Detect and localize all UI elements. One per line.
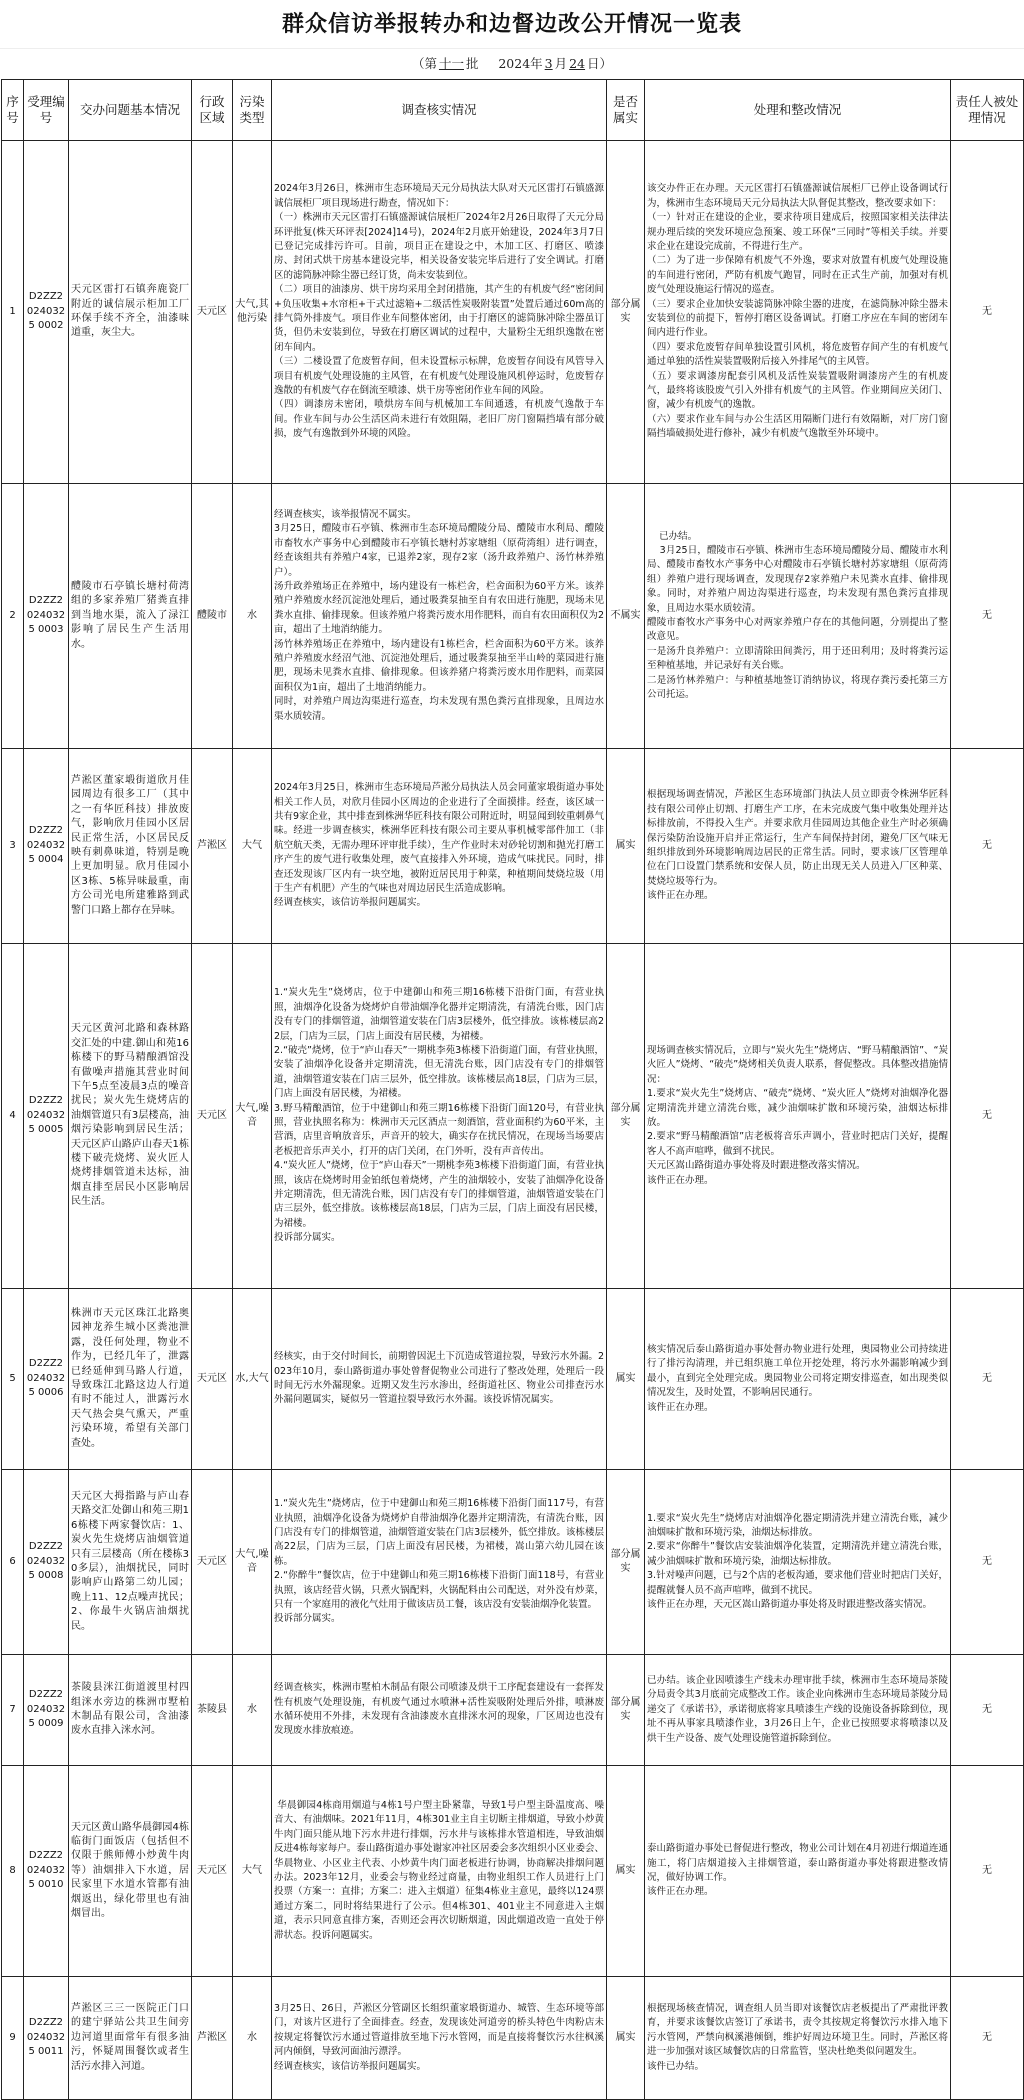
table-header-row bbox=[2, 80, 1024, 141]
batch-subtitle bbox=[0, 48, 1024, 79]
header-verified: 是否属实 bbox=[607, 80, 645, 141]
cell-pollution: 大气 bbox=[233, 1766, 272, 1977]
page-title: 群众信访举报转办和边督边改公开情况一览表 bbox=[0, 0, 1024, 48]
header-pollution: 污染类型 bbox=[233, 80, 272, 141]
cell-handling: 该交办件正在办理。天元区雷打石镇盛源诚信展柜厂已停止设备调试行为，株洲市生态环境局天元分局执法大队督促其整改，整改要求如下： （一）针对正在建设的企业，要求待项目建成后，按照国家相关法律法规办理后续的突发环境应急预案、竣工环保“三同时”等相关手续。并要求企业在建设完成前，不得进行生产。 （二）为了进一步保障有机废气不外逸，要求对放置有机废气处理设施的车间进行密闭，严防有机废气跑冒，同时在正式生产前，加强对有机废气处理设施运行情况的巡查。 （三）要求企业加快安装滤筒脉冲除尘器的进度，在滤筒脉冲除尘器未安装到位的前提下，暂停打磨区设备调试。打磨工序应在车间的密闭车间内进行作业。 （四）要求危废暂存间单独设置引风机，将危废暂存间产生的有机废气通过单独的活性炭装置吸附后接入外排尾气的主风管。 （五）要求调漆房配套引风机及活性炭装置吸附调漆房产生的有机废气，最终将该股废气引入外排有机废气的主风管。作业期间应关闭门、窗，减少有机废气的逸散。 （六）要求作业车间与办公生活区用隔断门进行有效隔断，对厂房门窗隔挡墙破损处进行修补，减少有机废气逸散至外环境中。 bbox=[645, 141, 951, 484]
cell-issue: 天元区黄河北路和森林路交汇处的中建.御山和苑16栋楼下的野马精酿酒馆没有做噪声措施其营业时间下午5点至凌晨3点的噪音扰民；炭火先生烧烤店的油烟管道只有3层楼高，油烟污染影响到居民生活；天元区庐山路庐山春天1栋楼下破壳烧烤、炭火匠人烧烤排烟管道未达标，油烟直排至居民小区影响居民生活。 bbox=[69, 944, 192, 1289]
header-issue: 交办问题基本情况 bbox=[69, 80, 192, 141]
cell-code: D2ZZ20240325 0004 bbox=[24, 749, 69, 944]
cell-verified: 属实 bbox=[607, 1289, 645, 1470]
cell-region: 天元区 bbox=[192, 944, 233, 1289]
cell-investigation: 经核实，由于交付时间长，前期曾因泥土下沉造成管道拉裂，导致污水外漏。2023年10月，泰山路街道办事处曾督促物业公司进行了整改处理，处理后一段时间无污水外漏现象。近期又发生污水渗出，经街道社区、物业公司排查污水外漏问题属实，疑似另一管道拉裂导致污水外漏。该投诉情况属实。 bbox=[272, 1289, 607, 1470]
cell-handling: 根据现场核查情况，调查组人员当即对该餐饮店老板提出了严肃批评教育，并要求该餐饮店签订了承诺书，责令其按规定将餐饮污水排入地下污水管网，严禁向枫溪港倾倒，维护好周边环境卫生。同时，芦淞区将进一步加强对该区域餐饮店的日常监管，坚决杜绝类似问题发生。 该件已办结。 bbox=[645, 1977, 951, 2100]
cell-region: 天元区 bbox=[192, 1470, 233, 1655]
cell-responsible: 无 bbox=[951, 1655, 1024, 1766]
subtitle-batch-number: 十一 bbox=[438, 56, 464, 71]
cell-handling: 核实情况后泰山路街道办事处督办物业进行处理，奥园物业公司持续进行了排污沟清理，并已组织施工单位开挖处理，将污水外漏影响减少到最小，直到完全处理完成。奥园物业公司将定期安排巡查，如出现类似情况发生，及时处置，不影响居民通行。 该件正在办理。 bbox=[645, 1289, 951, 1470]
cell-serial: 3 bbox=[2, 749, 24, 944]
subtitle-year: 2024年 bbox=[498, 56, 543, 71]
cell-issue: 天元区雷打石镇奔鹿瓷厂附近的诚信展示柜加工厂环保手续不齐全，油漆味道重，灰尘大。 bbox=[69, 141, 192, 484]
cell-verified: 属实 bbox=[607, 1977, 645, 2100]
cell-verified: 不属实 bbox=[607, 484, 645, 749]
header-code: 受理编号 bbox=[24, 80, 69, 141]
table-row bbox=[2, 1470, 1024, 1655]
cell-serial: 6 bbox=[2, 1470, 24, 1655]
cell-pollution: 水 bbox=[233, 1655, 272, 1766]
table-row bbox=[2, 944, 1024, 1289]
cell-responsible: 无 bbox=[951, 1766, 1024, 1977]
table-row bbox=[2, 749, 1024, 944]
cell-pollution: 水 bbox=[233, 484, 272, 749]
cell-issue: 茶陵县洣江街道渡里村四组洣水旁边的株洲市墅柏木制品有限公司，含油漆废水直排入洣水河。 bbox=[69, 1655, 192, 1766]
cell-serial: 7 bbox=[2, 1655, 24, 1766]
cell-responsible: 无 bbox=[951, 944, 1024, 1289]
subtitle-batch-prefix: （第 bbox=[411, 56, 437, 71]
cell-investigation: 1.“炭火先生”烧烤店，位于中建御山和苑三期16栋楼下沿街门面117号，有营业执照，油烟净化设备为烧烤炉自带油烟净化器并定期清洗，有清洗台账，因门店没有专门的排烟管道，油烟管道安装在门店3层楼外，低空排放。该栋楼层高22层，门店为三层，门店上面没有居民楼，为裙楼，嵩山第六幼儿园在该栋。 2.“你醉牛”餐饮店，位于中建御山和苑三期16栋楼下沿街门面118号，有营业执照，该店经营火锅，只煮火锅配料，火锅配料由公司配送，对外没有炒菜，只有一个家庭用的液化气灶用于做该店员工餐，该店没有安装油烟净化装置。 投诉部分属实。 bbox=[272, 1470, 607, 1655]
cell-code: D2ZZ20240325 0002 bbox=[24, 141, 69, 484]
table-row bbox=[2, 484, 1024, 749]
cell-verified: 属实 bbox=[607, 1766, 645, 1977]
cell-pollution: 大气,噪音 bbox=[233, 944, 272, 1289]
complaint-table bbox=[1, 79, 1024, 2100]
cell-region: 天元区 bbox=[192, 1289, 233, 1470]
cell-responsible: 无 bbox=[951, 1470, 1024, 1655]
header-region: 行政区域 bbox=[192, 80, 233, 141]
cell-serial: 5 bbox=[2, 1289, 24, 1470]
cell-investigation: 2024年3月26日，株洲市生态环境局天元分局执法大队对天元区雷打石镇盛源诚信展柜厂项目现场进行勘查，情况如下： （一）株洲市天元区雷打石镇盛源诚信展柜厂2024年2月26日取得了天元分局环评批复(株天环评表[2024]14号)，2024年2月底开始建设，2024年3月7日已登记完成排污许可。目前，项目正在建设之中，木加工区、打磨区、喷漆房、封闭式烘干房基本建设完毕，相关设备安装完毕后进行了安全调试。打磨区的滤筒脉冲除尘器已经订货，尚未安装到位。 （二）项目的油漆房、烘干房均采用全封闭措施，其产生的有机废气经“密闭间+负压收集+水帘柜+干式过滤箱+二级活性炭吸附装置”处置后通过60m高的排气筒外排废气。项目作业车间整体密闭，由于打磨区的滤筒脉冲除尘器虽订货，但仍未安装到位，导致在打磨区调试的过程中，大量粉尘无组织逸散在密闭车间内。 （三）二楼设置了危废暂存间，但未设置标示标牌，危废暂存间设有风管导入项目有机废气处理设施的主风管，在有机废气处理设施风机停运时，危废暂存逸散的有机废气存在倒流至喷漆、烘干房等密闭作业车间的风险。 （四）调漆房未密闭，喷烘房车间与机械加工车间通透，有机废气逸散于车间。作业车间与办公生活区尚未进行有效阻隔，老旧厂房门窗隔挡墙有部分破损，废气有逸散到外环境的风险。 bbox=[272, 141, 607, 484]
cell-code: D2ZZ20240325 0009 bbox=[24, 1655, 69, 1766]
cell-serial: 8 bbox=[2, 1766, 24, 1977]
header-serial: 序号 bbox=[2, 80, 24, 141]
cell-pollution: 大气,噪音 bbox=[233, 1470, 272, 1655]
cell-verified: 属实 bbox=[607, 749, 645, 944]
cell-issue: 天元区大拇指路与庐山春天路交汇处御山和苑三期16栋楼下两家餐饮店：1、炭火先生烧烤店油烟管道只有三层楼高（所在楼栋30多层），油烟扰民，同时影响庐山路第二幼儿园；晚上11、12点噪声扰民；2、你最牛火锅店油烟扰民。 bbox=[69, 1470, 192, 1655]
cell-responsible: 无 bbox=[951, 484, 1024, 749]
cell-code: D2ZZ20240325 0008 bbox=[24, 1470, 69, 1655]
subtitle-day: 24 bbox=[569, 56, 586, 71]
cell-handling: 已办结。 3月25日，醴陵市石亭镇、株洲市生态环境局醴陵分局、醴陵市水利局、醴陵市畜牧水产事务中心对醴陵市石亭镇长塘村苏家塘组（原荷湾组）养殖户进行现场调查，发现现存2家养殖户未见粪水直排、偷排现象。同时，对养殖户周边沟渠进行巡查，均未发现有黑色粪污直排现象，且周边水渠水质较清。 醴陵市畜牧水产事务中心对两家养殖户存在的其他问题，分别提出了整改意见。 一是汤升良养殖户：立即清除田间粪污，用于还田利用；及时将粪污运至种植基地，并记录好有关台账。 二是汤竹林养殖户：与种植基地签订消纳协议，将现存粪污委托第三方公司托运。 bbox=[645, 484, 951, 749]
cell-pollution: 水,大气 bbox=[233, 1289, 272, 1470]
cell-region: 芦淞区 bbox=[192, 1977, 233, 2100]
cell-serial: 9 bbox=[2, 1977, 24, 2100]
cell-issue: 芦淞区董家塅街道欣月佳园周边有很多工厂（其中之一有华匠科技）排放废气，影响欣月佳园小区居民正常生活，小区居民反映有刺鼻味道，特别是晚上更加明显。欣月佳园小区3栋、5栋异味最重，南方公司光电所建雅路到武警门口路上都存在异味。 bbox=[69, 749, 192, 944]
cell-region: 天元区 bbox=[192, 141, 233, 484]
table-row bbox=[2, 1766, 1024, 1977]
cell-pollution: 水 bbox=[233, 1977, 272, 2100]
cell-responsible: 无 bbox=[951, 1977, 1024, 2100]
cell-verified: 部分属实 bbox=[607, 141, 645, 484]
cell-handling: 1.要求“炭火先生”烧烤店对油烟净化器定期清洗并建立清洗台账，减少油烟味扩散和环境污染，油烟达标排放。 2.要求“你醉牛”餐饮店安装油烟净化装置，定期清洗并建立清洗台账，减少油烟味扩散和环境污染，油烟达标排放。 3.针对噪声问题，已与2个店的老板沟通，要求他们营业时把店门关好，提醒就餐人员不高声喧哗，做到不扰民。 该件正在办理，天元区嵩山路街道办事处将及时跟进整改落实情况。 bbox=[645, 1470, 951, 1655]
header-handling: 处理和整改情况 bbox=[645, 80, 951, 141]
cell-issue: 株洲市天元区珠江北路奥园神龙养生城小区粪池泄露，没任何处理，物业不作为，已经几年了，泄露已经延伸到马路人行道，导致珠江北路这边人行道有时不能过人，泄露污水天气热会臭气熏天，严重污染环境，希望有关部门查处。 bbox=[69, 1289, 192, 1470]
cell-region: 茶陵县 bbox=[192, 1655, 233, 1766]
cell-investigation: 经调查核实，该举报情况不属实。 3月25日，醴陵市石亭镇、株洲市生态环境局醴陵分局、醴陵市水利局、醴陵市畜牧水产事务中心到醴陵市石亭镇长塘村苏家塘组（原荷湾组）进行调查，经查该组共有养殖户4家，已退养2家，现存2家（汤升政养殖户、汤竹林养殖户）。 汤升政养殖场正在养殖中，场内建设有一栋栏舍，栏舍面积为60平方米。该养殖户养殖废水经沉淀池处理后，通过吸粪泵抽至自有农田进行施肥，现场未见粪水直排、偷排现象。但该养殖户将粪污废水用作肥料，而自有农田面积仅为2亩，超出了土地消纳能力。 汤竹林养殖场正在养殖中，场内建设有1栋栏舍，栏舍面积为60平方米。该养殖户养殖废水经沼气池、沉淀池处理后，通过吸粪泵抽至半山岭的菜园进行施肥，现场未见粪水直排、偷排现象。但该养猪户将粪污废水用作肥料，而菜园面积仅为1亩，超出了土地消纳能力。 同时，对养殖户周边沟渠进行巡查，均未发现有黑色粪污直排现象，且周边水渠水质较清。 bbox=[272, 484, 607, 749]
cell-handling: 已办结。该企业因喷漆生产线未办理审批手续，株洲市生态环境局茶陵分局责令其3月底前完成整改工作。该企业向株洲市生态环境局茶陵分局递交了《承诺书》，承诺彻底将家具喷漆生产线的设施设备拆除到位，现址不再从事家具喷漆作业，3月26日上午，企业已按照要求将喷漆以及烘干生产设备、废气处理设施管道拆除到位。 bbox=[645, 1655, 951, 1766]
cell-verified: 部分属实 bbox=[607, 944, 645, 1289]
table-row bbox=[2, 1655, 1024, 1766]
cell-handling: 根据现场调查情况，芦淞区生态环境部门执法人员立即责令株洲华匠科技有限公司停止切割、打磨生产工序，在未完成废气集中收集处理并达标排放前，不得投入生产。并要求欣月佳园周边其他企业生产时必须确保污染防治设施开启并正常运行，生产车间保持封闭，避免厂区气味无组织排放到外环境影响周边居民的正常生活。同时，要求该厂区管理单位在门口设置门禁系统和安保人员，防止出现无关人员进入厂区种菜、焚烧垃圾等行为。 该件正在办理。 bbox=[645, 749, 951, 944]
cell-issue: 芦淞区三三一医院正门口的建宁驿站公共卫生间旁边河道里面常年有很多油污，怀疑周围餐饮或者生活污水排入河道。 bbox=[69, 1977, 192, 2100]
cell-issue: 天元区黄山路华晨御园4栋临街门面饭店（包括但不仅限于熊师傅小炒黄牛肉等）油烟排入下水道，居民家里下水道水管都有油烟返出，绿化带里也有油烟冒出。 bbox=[69, 1766, 192, 1977]
cell-code: D2ZZ20240325 0005 bbox=[24, 944, 69, 1289]
cell-responsible: 无 bbox=[951, 1289, 1024, 1470]
cell-pollution: 大气,其他污染 bbox=[233, 141, 272, 484]
cell-verified: 部分属实 bbox=[607, 1655, 645, 1766]
cell-issue: 醴陵市石亭镇长塘村荷湾组的多家养殖厂猪粪直排到当地水渠，流入了渌江影响了居民生产生活用水。 bbox=[69, 484, 192, 749]
cell-region: 芦淞区 bbox=[192, 749, 233, 944]
cell-serial: 1 bbox=[2, 141, 24, 484]
cell-serial: 2 bbox=[2, 484, 24, 749]
header-responsible: 责任人被处理情况 bbox=[951, 80, 1024, 141]
subtitle-day-suffix: 日） bbox=[587, 56, 613, 71]
subtitle-month-suffix: 月 bbox=[554, 56, 568, 71]
cell-verified: 部分属实 bbox=[607, 1470, 645, 1655]
cell-investigation: 1.“炭火先生”烧烤店，位于中建御山和苑三期16栋楼下沿街门面，有营业执照，油烟净化设备为烧烤炉自带油烟净化器并定期清洗，有清洗台账，因门店没有专门的排烟管道，油烟管道安装在门店3层楼外，低空排放。该栋楼层高22层，门店为三层，门店上面没有居民楼，为裙楼。 2.“破壳”烧烤，位于“庐山春天”一期桃李苑3栋楼下沿街道门面，有营业执照，安装了油烟净化设备并定期清洗，但无清洗台账，因门店没有专门的排烟管道，油烟管道安装在门店三层外，低空排放。该栋楼层高18层，门店为三层，门店上面没有居民楼，为裙楼。 3.野马精酿酒馆，位于中建御山和苑三期16栋楼下沿街门面120号，有营业执照，营业执照名称为：株洲市天元区酒点一刻酒馆，营业面积约为60平米，主营酒，店里音响放音乐，声音开的较大，确实存在扰民情况，在现场当场要店老板把音乐声关小，打开的店门关闭，在门外听，没有声音传出。 4.“炭火匠人”烧烤，位于“庐山春天”一期桃李苑3栋楼下沿街道门面，有营业执照，该店在烧烤时用金铂纸包着烧烤，产生的油烟较小，安装了油烟净化设备并定期清洗，但无清洗台账，因门店没有专门的排烟管道，油烟管道安装在门店三层外，低空排放。该栋楼层高18层，门店为三层，门店上面没有居民楼，为裙楼。 投诉部分属实。 bbox=[272, 944, 607, 1289]
cell-investigation: 3月25日、26日，芦淞区分管副区长组织董家塅街道办、城管、生态环境等部门，对该片区进行了全面排查。经查，发现该处河道旁的桥头特色牛肉粉店未按规定将餐饮污水通过管道排放至地下污水管网，而是直接将餐饮污水往枫溪河内倾倒，导致河面油污漂浮。 经调查核实，该信访举报问题属实。 bbox=[272, 1977, 607, 2100]
cell-pollution: 大气 bbox=[233, 749, 272, 944]
cell-responsible: 无 bbox=[951, 141, 1024, 484]
cell-serial: 4 bbox=[2, 944, 24, 1289]
cell-code: D2ZZ20240325 0006 bbox=[24, 1289, 69, 1470]
table-row bbox=[2, 141, 1024, 484]
cell-responsible: 无 bbox=[951, 749, 1024, 944]
subtitle-batch-suffix: 批 bbox=[465, 56, 479, 71]
cell-code: D2ZZ20240325 0003 bbox=[24, 484, 69, 749]
cell-region: 天元区 bbox=[192, 1766, 233, 1977]
table-row bbox=[2, 1289, 1024, 1470]
cell-code: D2ZZ20240325 0010 bbox=[24, 1766, 69, 1977]
table-row bbox=[2, 1977, 1024, 2100]
cell-handling: 泰山路街道办事处已督促进行整改，物业公司计划在4月初进行烟道连通施工，将门店烟道接入主排烟管道，泰山路街道办事处将跟进整改情况，做好协调工作。 该件正在办理。 bbox=[645, 1766, 951, 1977]
cell-handling: 现场调查核实情况后，立即与“炭火先生”烧烤店、“野马精酿酒馆”、“炭火匠人”烧烤、“破壳”烧烤相关负责人联系，督促整改。具体整改措施情况： 1.要求“炭火先生”烧烤店、“破壳”烧烤、“炭火匠人”烧烤对油烟净化器定期清洗并建立清洗台账，减少油烟味扩散和环境污染，油烟达标排放。 2.要求“野马精酿酒馆”店老板将音乐声调小，营业时把店门关好，提醒客人不高声喧哗，做到不扰民。 天元区嵩山路街道办事处将及时跟进整改落实情况。 该件正在办理。 bbox=[645, 944, 951, 1289]
header-investigation: 调查核实情况 bbox=[272, 80, 607, 141]
cell-region: 醴陵市 bbox=[192, 484, 233, 749]
subtitle-month: 3 bbox=[544, 56, 553, 71]
cell-investigation: 2024年3月25日，株洲市生态环境局芦淞分局执法人员会同董家塅街道办事处相关工作人员，对欣月佳园小区周边的企业进行了全面摸排。经查，该区域一共有9家企业，其中排查到株洲华匠科技有限公司附近时，明显闻到较重刺鼻气味。经进一步调查核实，株洲华匠科技有限公司主要从事机械零部件加工（非航空航天类，无需办理环评审批手续），生产作业时未对砂轮切割和抛光打磨工序产生的废气进行收集处理，废气直接排入外环境，造成气味扰民。同时，排查还发现该厂区内有一块空地，被附近居民用于种菜，种植期间焚烧垃圾（用于生产有机肥）产生的气味也对周边居民生活造成影响。 经调查核实，该信访举报问题属实。 bbox=[272, 749, 607, 944]
cell-code: D2ZZ20240325 0011 bbox=[24, 1977, 69, 2100]
cell-investigation: 经调查核实，株洲市墅柏木制品有限公司喷漆及烘干工序配套建设有一套挥发性有机废气处理设施，有机废气通过水喷淋+活性炭吸附处理后外排，喷淋废水循环使用不外排，未发现有含油漆废水直排洣水河的现象，厂区周边也没有发现废水排放痕迹。 bbox=[272, 1655, 607, 1766]
cell-investigation: 华晨御园4栋商用烟道与4栋1号户型主卧紧靠，导致1号户型主卧温度高、噪音大、有油烟味。2021年11月，4栋301业主自主切断主排烟道，导致小炒黄牛肉门面只能从地下污水井进行排烟，污水井与该栋排水管道相连，导致油烟反进4栋每家每户。泰山路街道办事处谢家冲社区居委会多次组织小区业委会、华晨物业、小区业主代表、小炒黄牛肉门面老板进行协调，协商解决排烟问题办法。2023年12月，业委会与物业经过商量，由物业组织工作人员进行上门投票（方案一：直排；方案二：进入主烟道）征集4栋业主意见，最终以124票通过方案二，同时将结果进行了公示。但4栋301、401业主不同意进入主烟道，表示只同意直排方案，否则还会再次切断烟道，因此烟道改造一直处于停滞状态。投诉问题属实。 bbox=[272, 1766, 607, 1977]
